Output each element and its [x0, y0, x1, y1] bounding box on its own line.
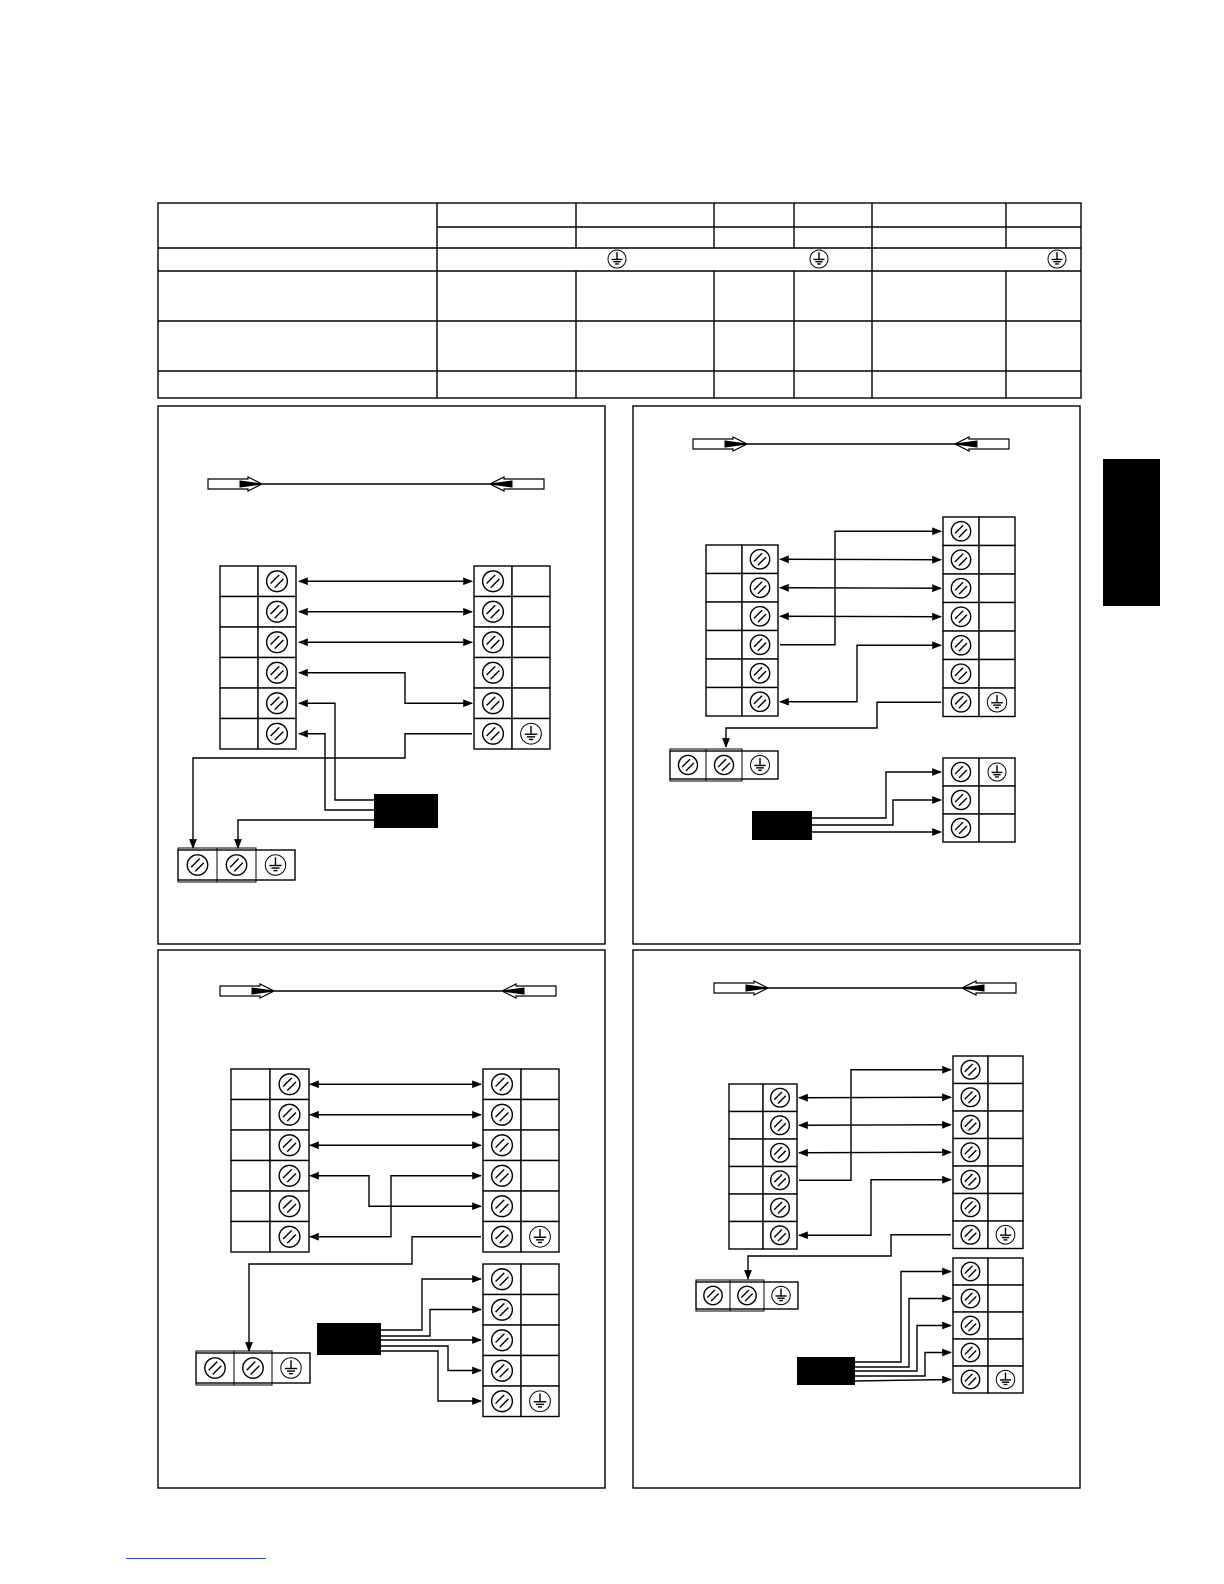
screw-terminal-icon [961, 1088, 980, 1107]
screw-terminal-icon [704, 1286, 722, 1304]
screw-terminal-icon [771, 1088, 790, 1107]
spec-table [158, 203, 1081, 398]
screw-terminal-icon [483, 601, 504, 622]
section-tab [1103, 459, 1160, 606]
controller-block [374, 794, 438, 828]
terminal-strip-outdoor [953, 1056, 1023, 1249]
screw-terminal-icon [492, 1299, 513, 1320]
screw-terminal-icon [243, 1358, 263, 1378]
screw-terminal-icon [961, 1198, 980, 1217]
screw-terminal-icon [771, 1116, 790, 1135]
screw-terminal-icon [279, 1074, 300, 1095]
terminal-strip-outdoor [474, 566, 550, 749]
screw-terminal-icon [750, 692, 769, 711]
screw-terminal-icon [483, 632, 504, 653]
screw-terminal-icon [483, 723, 504, 744]
footer-link-underline[interactable] [126, 1558, 266, 1559]
controller-block [797, 1357, 855, 1385]
screw-terminal-icon [267, 662, 288, 683]
screw-terminal-icon [771, 1171, 790, 1190]
wire [799, 1097, 951, 1098]
screw-terminal-icon [750, 664, 769, 683]
screw-terminal-icon [750, 550, 769, 569]
screw-terminal-icon [961, 1343, 979, 1361]
screw-terminal-icon [951, 790, 970, 809]
screw-terminal-icon [492, 1165, 513, 1186]
screw-terminal-icon [279, 1135, 300, 1156]
screw-terminal-icon [961, 1370, 979, 1388]
screw-terminal-icon [678, 755, 697, 774]
screw-terminal-icon [750, 607, 769, 626]
screw-terminal-icon [267, 723, 288, 744]
screw-terminal-icon [750, 578, 769, 597]
screw-terminal-icon [951, 550, 970, 569]
screw-terminal-icon [961, 1262, 979, 1280]
junction-block [696, 1280, 798, 1311]
screw-terminal-icon [961, 1143, 980, 1162]
wire [799, 1152, 951, 1153]
screw-terminal-icon [483, 693, 504, 714]
screw-terminal-icon [738, 1286, 756, 1304]
terminal-strip-remote [953, 1258, 1023, 1393]
screw-terminal-icon [483, 571, 504, 592]
terminal-strip-outdoor [943, 517, 1015, 717]
screw-terminal-icon [483, 662, 504, 683]
screw-terminal-icon [267, 601, 288, 622]
screw-terminal-icon [951, 693, 970, 712]
screw-terminal-icon [961, 1316, 979, 1334]
screw-terminal-icon [961, 1115, 980, 1134]
wire [780, 616, 941, 617]
terminal-strip-outdoor [483, 1069, 559, 1252]
screw-terminal-icon [961, 1060, 980, 1079]
screw-terminal-icon [951, 762, 970, 781]
screw-terminal-icon [492, 1391, 513, 1412]
screw-terminal-icon [492, 1104, 513, 1125]
screw-terminal-icon [205, 1358, 225, 1378]
screw-terminal-icon [771, 1198, 790, 1217]
controller-block [752, 811, 812, 840]
terminal-strip-indoor [231, 1069, 309, 1252]
screw-terminal-icon [951, 664, 970, 683]
screw-terminal-icon [961, 1225, 980, 1244]
screw-terminal-icon [492, 1269, 513, 1290]
terminal-strip-indoor [706, 545, 778, 716]
screw-terminal-icon [951, 522, 970, 541]
terminal-strip-remote [483, 1264, 559, 1417]
junction-block [178, 848, 295, 882]
screw-terminal-icon [771, 1143, 790, 1162]
wire [780, 559, 941, 560]
screw-terminal-icon [279, 1196, 300, 1217]
screw-terminal-icon [267, 632, 288, 653]
screw-terminal-icon [492, 1196, 513, 1217]
screw-terminal-icon [226, 855, 246, 875]
screw-terminal-icon [492, 1226, 513, 1247]
screw-terminal-icon [961, 1170, 980, 1189]
screw-terminal-icon [279, 1226, 300, 1247]
screw-terminal-icon [771, 1226, 790, 1245]
screw-terminal-icon [951, 636, 970, 655]
controller-block [317, 1323, 381, 1355]
junction-block [670, 749, 778, 781]
screw-terminal-icon [951, 818, 970, 837]
screw-terminal-icon [961, 1289, 979, 1307]
screw-terminal-icon [750, 635, 769, 654]
terminal-strip-remote [943, 758, 1015, 842]
screw-terminal-icon [267, 571, 288, 592]
screw-terminal-icon [951, 579, 970, 598]
screw-terminal-icon [951, 607, 970, 626]
table-frame [158, 203, 1081, 398]
screw-terminal-icon [492, 1330, 513, 1351]
screw-terminal-icon [492, 1360, 513, 1381]
junction-block [196, 1351, 310, 1385]
wire [799, 1125, 951, 1126]
screw-terminal-icon [279, 1104, 300, 1125]
screw-terminal-icon [492, 1074, 513, 1095]
wire [780, 588, 941, 589]
screw-terminal-icon [714, 755, 733, 774]
diagram-panels [158, 406, 1080, 1488]
terminal-strip-indoor [729, 1084, 797, 1249]
screw-terminal-icon [187, 855, 207, 875]
screw-terminal-icon [492, 1135, 513, 1156]
screw-terminal-icon [279, 1165, 300, 1186]
screw-terminal-icon [267, 693, 288, 714]
terminal-strip-indoor [220, 566, 296, 749]
